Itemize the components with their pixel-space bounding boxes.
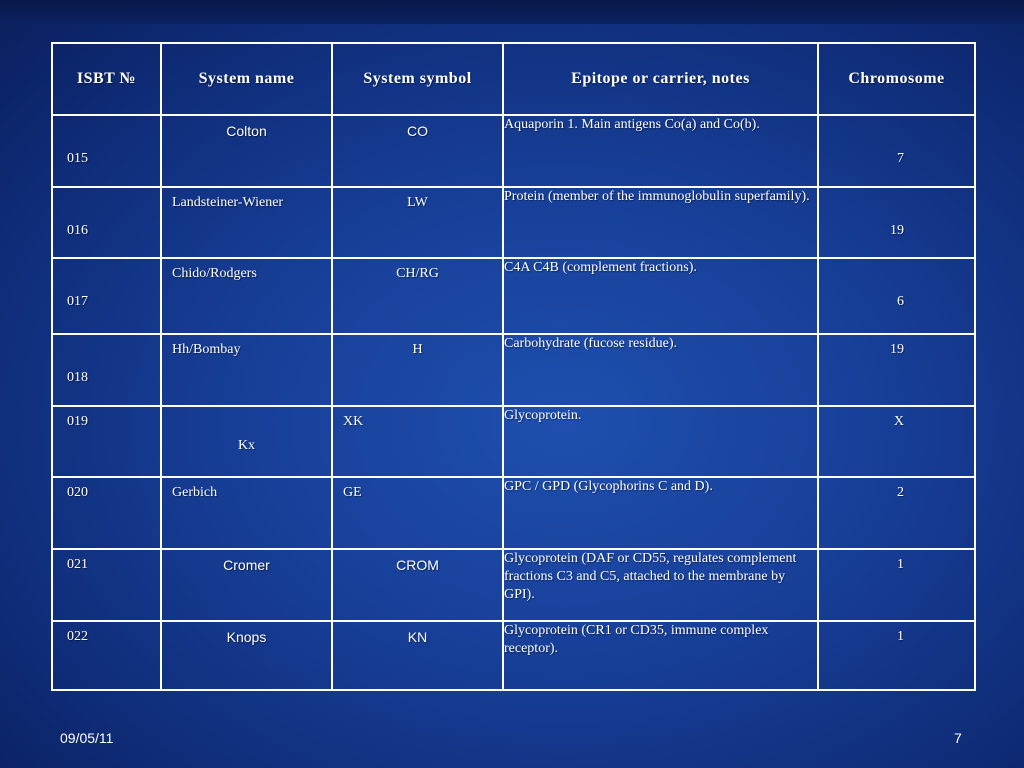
table-row	[52, 334, 975, 406]
chromosome-cell: 19	[818, 334, 975, 406]
chromosome-cell: 1	[818, 549, 975, 621]
epitope-cell: GPC / GPD (Glycophorins C and D).	[503, 477, 818, 549]
table-row	[52, 549, 975, 621]
header-isbt: ISBT №	[52, 43, 161, 115]
system-name-cell: Cromer	[161, 549, 332, 621]
epitope-cell: Carbohydrate (fucose residue).	[503, 334, 818, 406]
epitope-cell: Aquaporin 1. Main antigens Co(a) and Co(b).	[503, 115, 818, 187]
system-name-cell: Colton	[161, 115, 332, 187]
epitope-cell: Glycoprotein.	[503, 406, 818, 477]
system-symbol-cell: GE	[332, 477, 503, 549]
isbt-cell: 015	[52, 115, 161, 187]
header-epitope: Epitope or carrier, notes	[503, 43, 818, 115]
table-header-row	[52, 43, 975, 115]
epitope-cell: Glycoprotein (DAF or CD55, regulates complement fractions C3 and C5, attached to the membrane by GPI).	[503, 549, 818, 621]
slide-number: 7	[954, 730, 962, 746]
epitope-cell: C4A C4B (complement fractions).	[503, 258, 818, 334]
header-system-name: System name	[161, 43, 332, 115]
epitope-cell: Protein (member of the immunoglobulin superfamily).	[503, 187, 818, 258]
system-symbol-cell: CO	[332, 115, 503, 187]
table-row	[52, 187, 975, 258]
table-row	[52, 477, 975, 549]
system-name-cell: Kx	[161, 406, 332, 477]
system-name-cell: Knops	[161, 621, 332, 690]
isbt-cell: 017	[52, 258, 161, 334]
header-system-symbol: System symbol	[332, 43, 503, 115]
footer-date: 09/05/11	[60, 730, 114, 746]
system-name-cell: Landsteiner-Wiener	[161, 187, 332, 258]
isbt-cell: 018	[52, 334, 161, 406]
chromosome-cell: 2	[818, 477, 975, 549]
isbt-cell: 020	[52, 477, 161, 549]
table-row	[52, 258, 975, 334]
isbt-cell: 021	[52, 549, 161, 621]
system-symbol-cell: CH/RG	[332, 258, 503, 334]
epitope-cell: Glycoprotein (CR1 or CD35, immune complex receptor).	[503, 621, 818, 690]
top-band	[0, 0, 1024, 24]
table-row	[52, 621, 975, 690]
chromosome-cell: X	[818, 406, 975, 477]
system-symbol-cell: H	[332, 334, 503, 406]
isbt-cell: 016	[52, 187, 161, 258]
blood-group-systems-table	[51, 42, 976, 691]
system-symbol-cell: XK	[332, 406, 503, 477]
system-name-cell: Hh/Bombay	[161, 334, 332, 406]
chromosome-cell: 6	[818, 258, 975, 334]
system-symbol-cell: LW	[332, 187, 503, 258]
isbt-cell: 022	[52, 621, 161, 690]
system-name-cell: Gerbich	[161, 477, 332, 549]
isbt-cell: 019	[52, 406, 161, 477]
chromosome-cell: 1	[818, 621, 975, 690]
table-row	[52, 406, 975, 477]
chromosome-cell: 7	[818, 115, 975, 187]
system-symbol-cell: CROM	[332, 549, 503, 621]
system-symbol-cell: KN	[332, 621, 503, 690]
table-row	[52, 115, 975, 187]
chromosome-cell: 19	[818, 187, 975, 258]
header-chromosome: Chromosome	[818, 43, 975, 115]
system-name-cell: Chido/Rodgers	[161, 258, 332, 334]
